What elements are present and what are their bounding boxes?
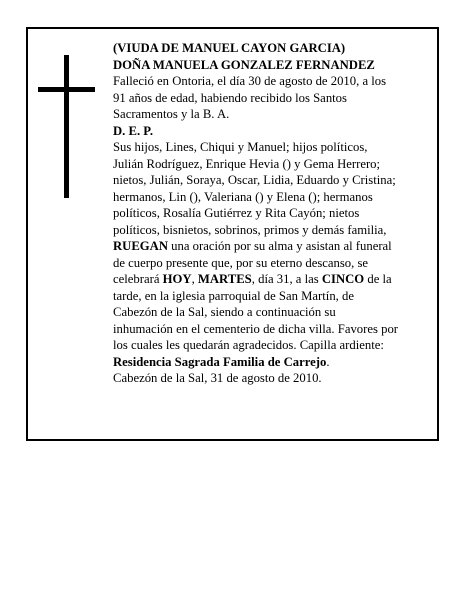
residencia-name: Residencia Sagrada Familia de Carrejo: [113, 354, 327, 369]
text-fragment: de la: [364, 272, 392, 286]
text-line: Sus hijos, Lines, Chiqui y Manuel; hijos políticos,: [113, 140, 368, 154]
text-line: Julián Rodríguez, Enrique Hevia () y Gema Herrero;: [113, 156, 381, 171]
text-line: Falleció en Ontoria, el día 30 de agosto de 2010, a los: [113, 74, 387, 88]
text-line: nietos, Julián, Soraya, Oscar, Lidia, Eduardo y Cristina;: [113, 173, 396, 187]
deceased-name: DOÑA MANUELA GONZALEZ FERNANDEZ: [113, 57, 375, 72]
cinco-word: CINCO: [321, 272, 365, 286]
text-fragment: .: [326, 354, 330, 369]
dep-line: D. E. P.: [113, 123, 154, 138]
widow-of-heading: (VIUDA DE MANUEL CAYON GARCIA): [113, 41, 346, 55]
text-line: tarde, en la iglesia parroquial de San Martín, de: [113, 288, 354, 303]
cross-icon-arm: [38, 87, 95, 92]
closing-line: Cabezón de la Sal, 31 de agosto de 2010.: [113, 371, 322, 385]
text-fragment: ,: [191, 272, 198, 286]
text-fragment: , día 31, a las: [251, 272, 322, 286]
text-line: de cuerpo presente que, por su eterno descanso, se: [113, 255, 369, 270]
martes-word: MARTES: [197, 272, 252, 286]
text-line: [113, 354, 431, 371]
text-line: Cabezón de la Sal, siendo a continuación su: [113, 305, 336, 319]
cross-icon: [64, 55, 69, 198]
text-line: Sacramentos y la B. A.: [113, 107, 230, 121]
text-fragment: una oración por su alma y asistan al funeral: [167, 239, 392, 253]
text-fragment: celebrará: [113, 272, 163, 286]
text-line: 91 años de edad, habiendo recibido los Santos: [113, 90, 347, 105]
ruegan-word: RUEGAN: [113, 239, 168, 253]
text-line: políticos, Rosalía Gutiérrez y Rita Cayón; nietos: [113, 206, 360, 220]
obituary-text: [113, 40, 431, 387]
text-line: [113, 238, 431, 255]
text-line: los cuales les quedarán agradecidos. Capilla ardiente:: [113, 338, 384, 352]
text-line: hermanos, Lin (), Valeriana () y Elena (); hermanos: [113, 189, 373, 204]
hoy-word: HOY: [162, 272, 192, 286]
text-line: [113, 271, 431, 288]
text-line: políticos, bisnietos, sobrinos, primos y demás familia,: [113, 222, 387, 237]
text-line: inhumación en el cementerio de dicha villa. Favores por: [113, 321, 399, 336]
